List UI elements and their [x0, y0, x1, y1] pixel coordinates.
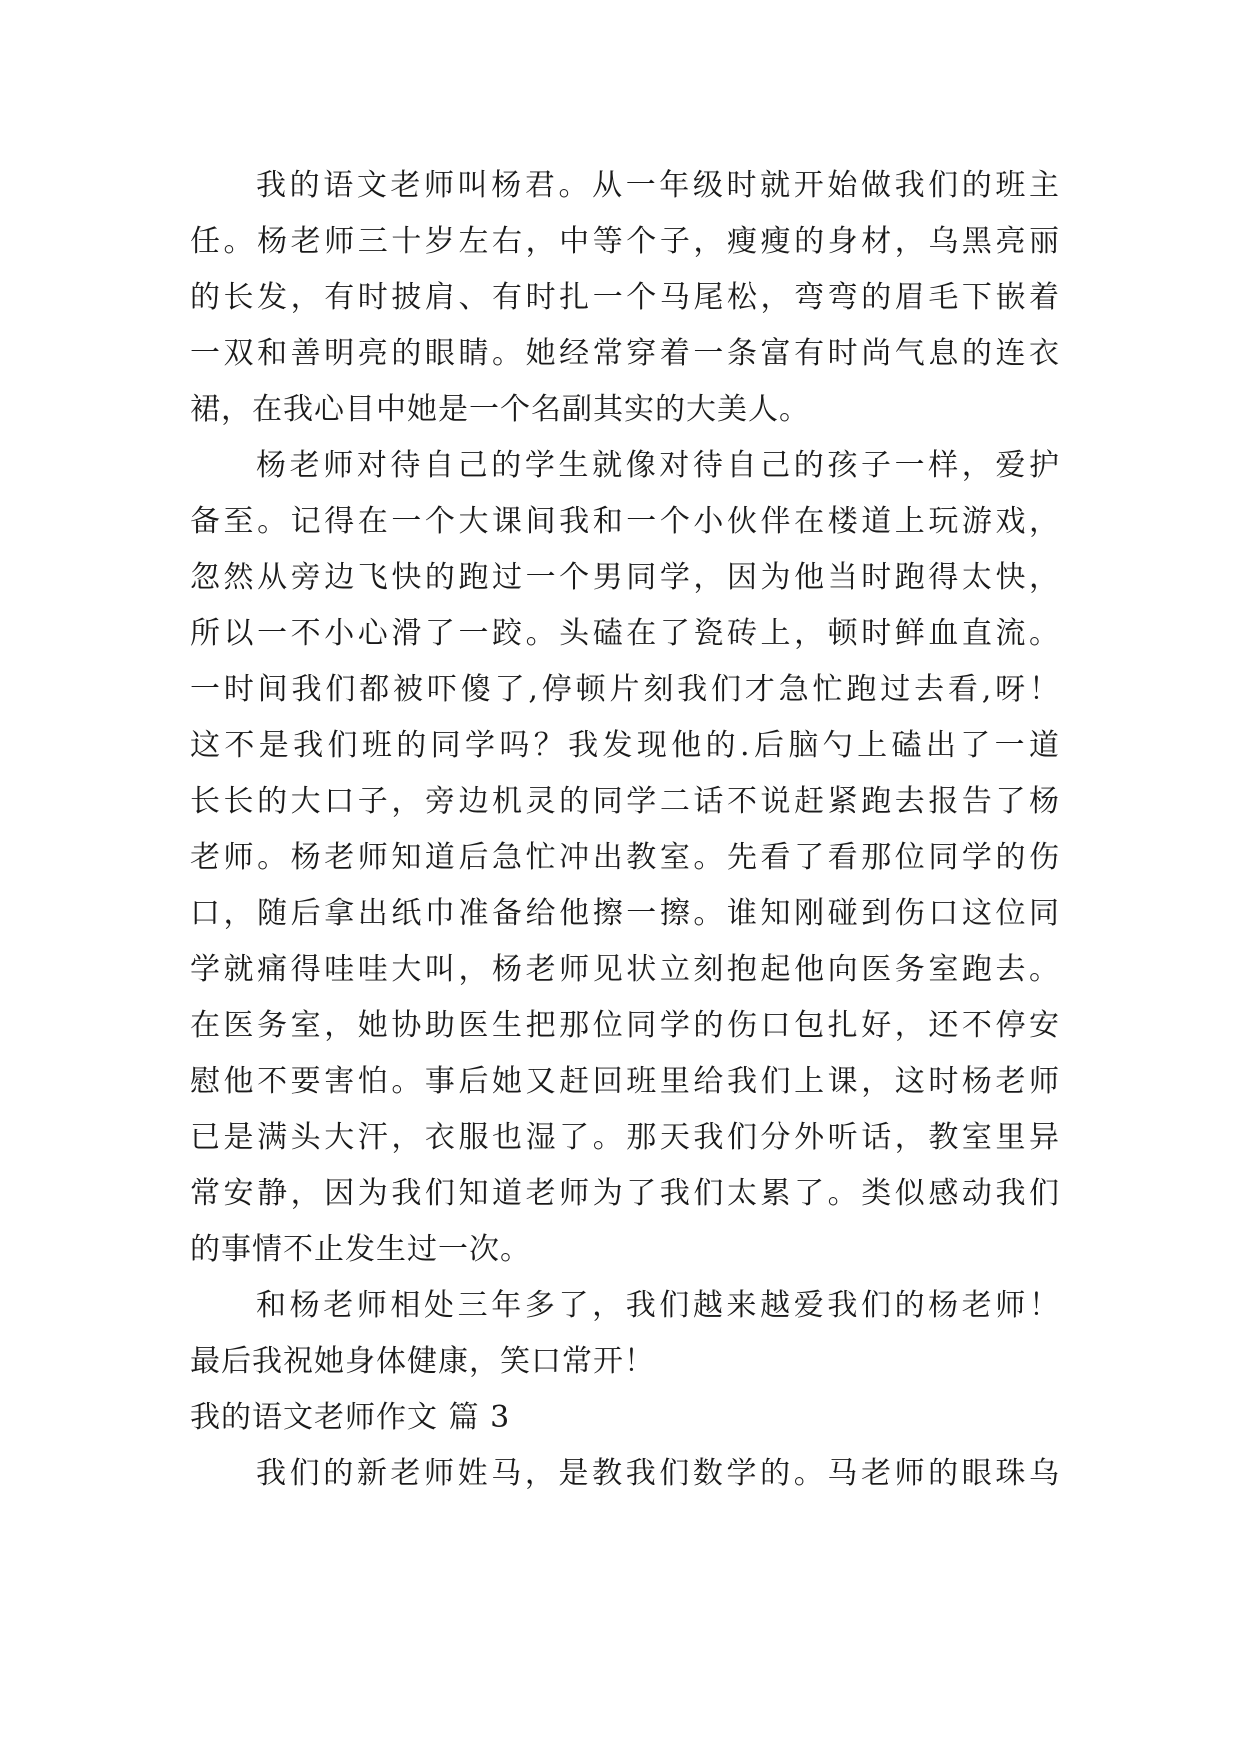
- text-line: 慰他不要害怕。事后她又赶回班里给我们上课，这时杨老师: [190, 1064, 1060, 1099]
- text-line: 忽然从旁边飞快的跑过一个男同学，因为他当时跑得太快，: [190, 560, 1060, 595]
- text-line: 我的语文老师叫杨君。从一年级时就开始做我们的班主: [256, 168, 1060, 203]
- text-line: 和杨老师相处三年多了，我们越来越爱我们的杨老师！: [256, 1288, 1060, 1323]
- text-line: 一双和善明亮的眼睛。她经常穿着一条富有时尚气息的连衣: [190, 336, 1060, 371]
- text-line: 任。杨老师三十岁左右，中等个子，瘦瘦的身材，乌黑亮丽: [190, 224, 1060, 259]
- text-line: 学就痛得哇哇大叫，杨老师见状立刻抱起他向医务室跑去。: [190, 952, 1060, 987]
- text-line: 老师。杨老师知道后急忙冲出教室。先看了看那位同学的伤: [190, 840, 1060, 875]
- text-line: 长长的大口子，旁边机灵的同学二话不说赶紧跑去报告了杨: [190, 784, 1060, 819]
- text-line: 在医务室，她协助医生把那位同学的伤口包扎好，还不停安: [190, 1008, 1060, 1043]
- text-line: 的事情不止发生过一次。: [190, 1232, 531, 1267]
- text-line: 已是满头大汗，衣服也湿了。那天我们分外听话，教室里异: [190, 1120, 1060, 1155]
- section-heading: 我的语文老师作文 篇 3: [190, 1400, 511, 1435]
- text-line: 所以一不小心滑了一跤。头磕在了瓷砖上，顿时鲜血直流。: [190, 616, 1060, 651]
- text-line: 裙，在我心目中她是一个名副其实的大美人。: [190, 392, 810, 427]
- text-line: 的长发，有时披肩、有时扎一个马尾松，弯弯的眉毛下嵌着: [190, 280, 1060, 315]
- text-line: 口，随后拿出纸巾准备给他擦一擦。谁知刚碰到伤口这位同: [190, 896, 1060, 931]
- text-line: 这不是我们班的同学吗？我发现他的.后脑勺上磕出了一道: [190, 728, 1060, 763]
- text-line: 我们的新老师姓马，是教我们数学的。马老师的眼珠乌: [256, 1456, 1060, 1491]
- text-line: 备至。记得在一个大课间我和一个小伙伴在楼道上玩游戏，: [190, 504, 1060, 539]
- text-line: 一时间我们都被吓傻了,停顿片刻我们才急忙跑过去看,呀！: [190, 672, 1060, 707]
- text-line: 常安静，因为我们知道老师为了我们太累了。类似感动我们: [190, 1176, 1060, 1211]
- text-line: 最后我祝她身体健康，笑口常开！: [190, 1344, 655, 1379]
- text-line: 杨老师对待自己的学生就像对待自己的孩子一样，爱护: [256, 448, 1060, 483]
